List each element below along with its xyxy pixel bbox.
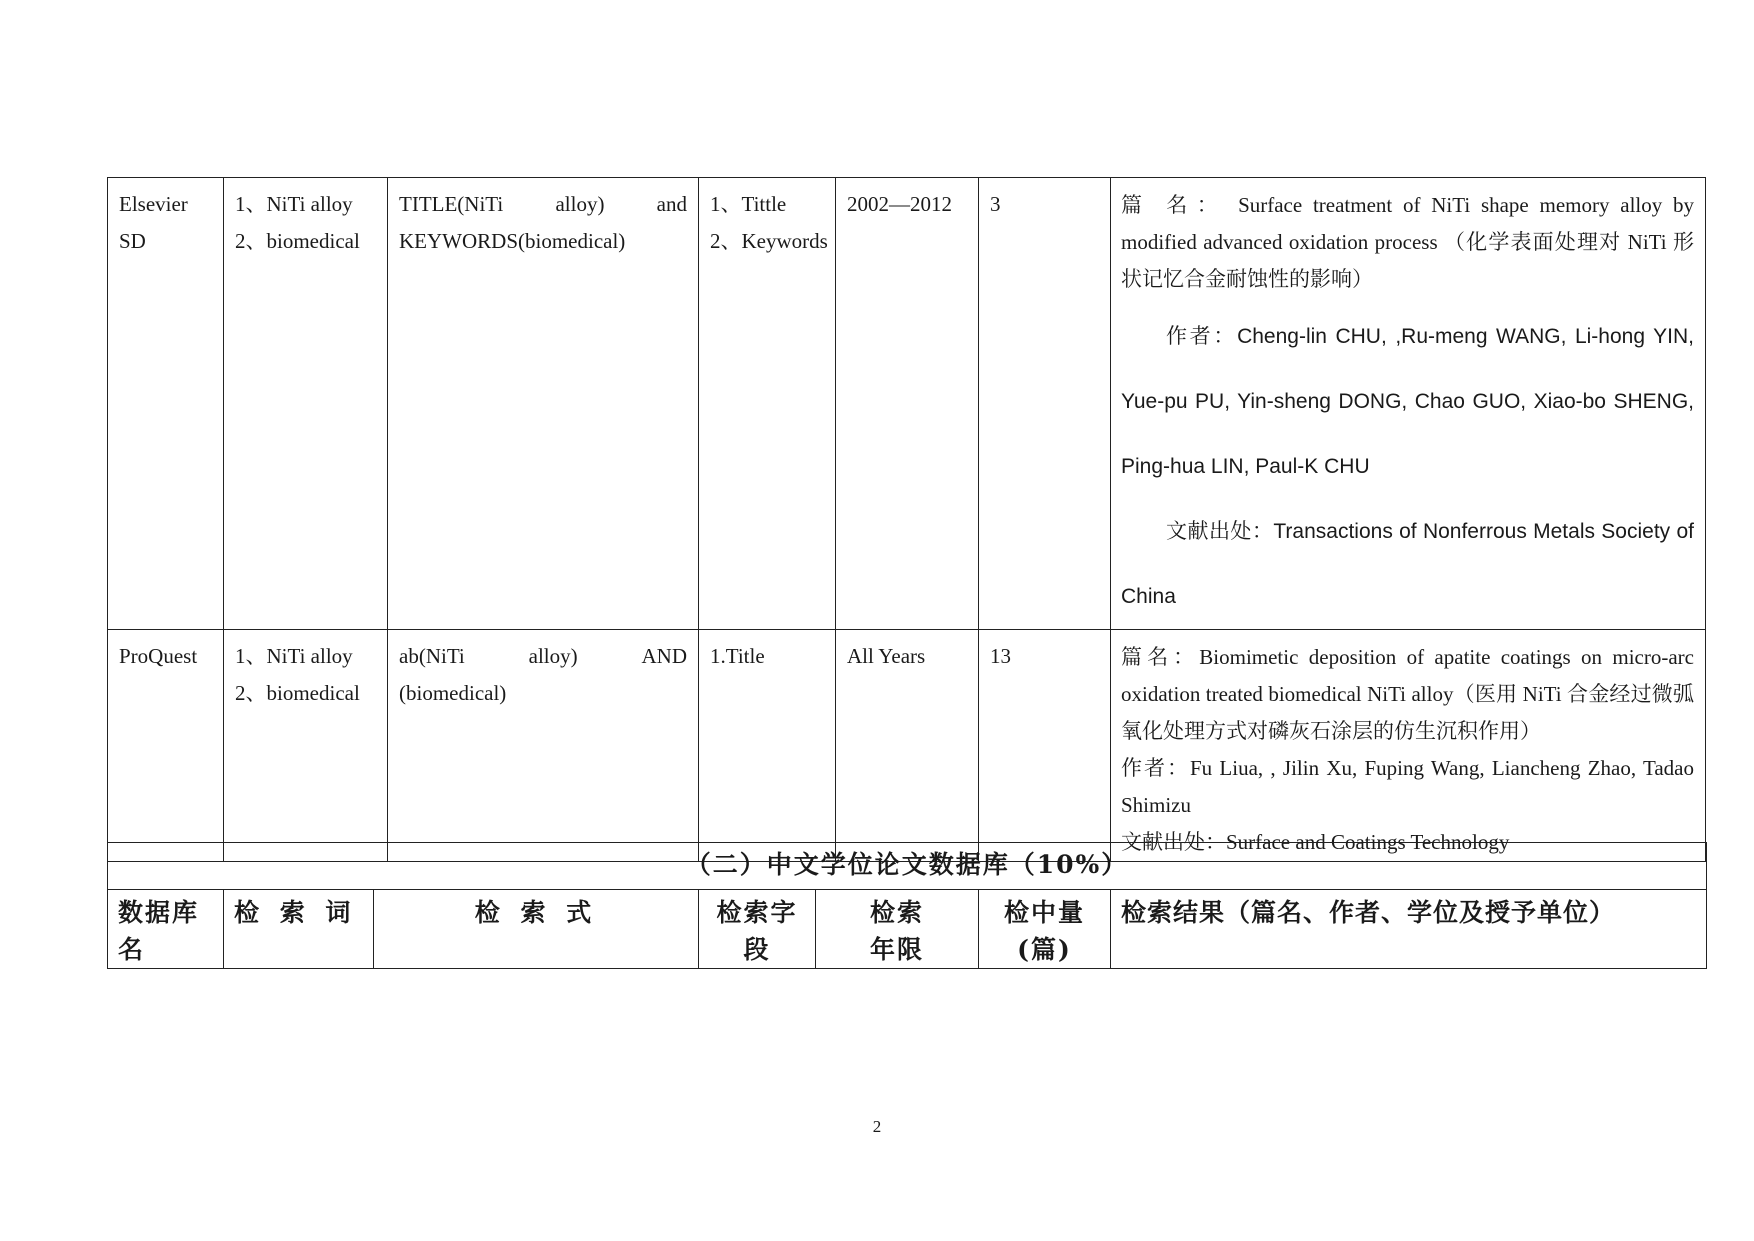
result-authors: Cheng-lin CHU, ,Ru-meng WANG, Li-hong YIN, Yue-pu PU, Yin-sheng DONG, Chao GUO, Xiao-bo SHENG, Ping-hua LIN, Paul-K CHU (1121, 325, 1694, 478)
expression-line: KEYWORDS(biomedical) (399, 229, 626, 253)
header-terms (224, 890, 374, 969)
header-text: 检 索 词 (234, 898, 357, 927)
header-row (108, 890, 1707, 969)
hit-count: 13 (990, 644, 1011, 668)
search-term: 1、NiTi alloy (235, 644, 353, 668)
results-cell (1111, 630, 1706, 862)
expression-token: ab(NiTi (399, 644, 465, 668)
header-text: 数据库 (118, 898, 200, 927)
header-text: 检索字 (716, 898, 798, 927)
search-field: 1.Title (710, 644, 765, 668)
search-term: 2、biomedical (235, 681, 360, 705)
result-authors: Fu Liua, , Jilin Xu, Fuping Wang, Liancheng Zhao, Tadao Shimizu (1121, 756, 1694, 817)
result-authors-block (1121, 304, 1694, 499)
header-text: 名 (118, 935, 146, 964)
expression-cell (388, 630, 699, 862)
header-text: 段 (743, 935, 771, 964)
year-range: All Years (847, 644, 926, 668)
expression-token: alloy) (528, 644, 578, 668)
search-term: 1、NiTi alloy (235, 192, 353, 216)
database-cell (108, 178, 224, 630)
header-text: (篇) (1017, 935, 1072, 964)
author-label: 作者： (1166, 324, 1238, 348)
title-label: 篇名： (1121, 645, 1200, 669)
results-cell (1111, 178, 1706, 630)
source-label: 文献出处： (1166, 519, 1274, 543)
header-text: 检中量 (1003, 898, 1085, 927)
page-number: 2 (872, 1117, 882, 1136)
years-cell (836, 630, 979, 862)
table-row (108, 630, 1706, 862)
terms-cell (224, 178, 388, 630)
header-years (816, 890, 979, 969)
header-hits (979, 890, 1111, 969)
header-results (1111, 890, 1707, 969)
header-text: 检 索 式 (474, 898, 598, 927)
terms-cell (224, 630, 388, 862)
result-source: Transactions of Nonferrous Metals Society of China (1121, 520, 1694, 608)
header-expression (374, 890, 699, 969)
database-name-line: Elsevier (119, 192, 188, 216)
records-table (107, 177, 1706, 862)
header-fields (699, 890, 816, 969)
search-field: 2、Keywords (710, 229, 828, 253)
result-authors-block (1121, 750, 1694, 824)
header-text: 检索结果（篇名、作者、学位及授予单位） (1121, 898, 1616, 927)
fields-cell (699, 630, 836, 862)
database-name-line: SD (119, 229, 146, 253)
result-title-block (1121, 187, 1694, 298)
author-label: 作者： (1121, 756, 1190, 780)
year-range: 2002—2012 (847, 192, 952, 216)
header-text: 检索 (869, 898, 924, 927)
expression-token: AND (641, 644, 687, 668)
result-source: Surface and Coatings Technology (1226, 830, 1510, 854)
expression-cell (388, 178, 699, 630)
title-label: 篇 名： (1121, 193, 1228, 217)
hits-cell (979, 178, 1111, 630)
header-database (108, 890, 224, 969)
search-term: 2、biomedical (235, 229, 360, 253)
years-cell (836, 178, 979, 630)
search-field: 1、Tittle (710, 192, 787, 216)
result-title: Biomimetic deposition of apatite coatings on micro-arc oxidation treated biomedical NiTi alloy（医用 NiTi 合金经过微弧氧化处理方式对磷灰石涂层的仿生沉积作用） (1121, 645, 1694, 743)
result-title-block (1121, 639, 1694, 750)
hit-count: 3 (990, 192, 1001, 216)
database-name: ProQuest (119, 644, 198, 668)
result-title: Surface treatment of NiTi shape memory alloy by modified advanced oxidation process （化学表面处理对 NiTi 形状记忆合金耐蚀性的影响） (1121, 193, 1695, 291)
expression-token: alloy) (555, 192, 605, 216)
section-title-cell (108, 843, 1707, 890)
database-cell (108, 630, 224, 862)
section2-table (107, 842, 1707, 969)
expression-line: (biomedical) (399, 681, 507, 705)
source-label: 文献出处： (1121, 830, 1226, 854)
hits-cell (979, 630, 1111, 862)
section-title: （二）中文学位论文数据库（10%） (685, 850, 1129, 879)
table-row (108, 178, 1706, 630)
fields-cell (699, 178, 836, 630)
expression-token: and (656, 192, 687, 216)
expression-token: TITLE(NiTi (399, 192, 504, 216)
header-text: 年限 (869, 935, 924, 964)
result-source-block (1121, 499, 1694, 629)
